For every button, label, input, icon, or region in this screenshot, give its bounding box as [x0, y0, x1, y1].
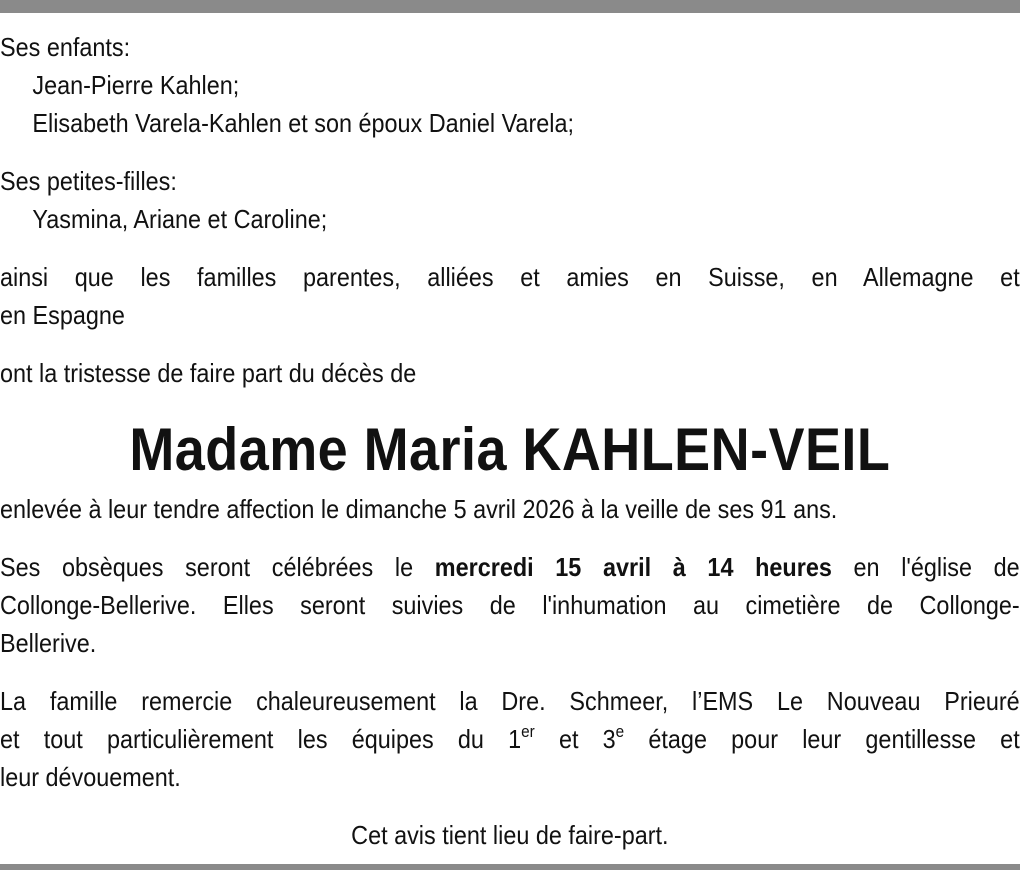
- thanks-line-1: La famille remercie chaleureusement la Dre. Schmeer, l’EMS Le Nouveau Prieuré: [0, 686, 1020, 716]
- funeral-text-post: en l'église de: [853, 552, 1020, 582]
- announcement: ont la tristesse de faire part du décès de: [0, 358, 417, 388]
- child-name: Elisabeth Varela-Kahlen et son époux Daniel Varela;: [32, 108, 574, 138]
- families-line: ainsi que les familles parentes, alliées et amies en Suisse, en Allemagne et: [0, 262, 1020, 292]
- families-line-end: en Espagne: [0, 300, 125, 330]
- thanks-line-3: leur dévouement.: [0, 762, 181, 792]
- child-name: Jean-Pierre Kahlen;: [32, 70, 240, 100]
- death-text: enlevée à leur tendre affection le dimanche 5 avril 2026 à la veille de ses 91 ans.: [0, 494, 838, 524]
- funeral-text-pre: Ses obsèques seront célébrées le: [0, 552, 414, 582]
- funeral-line-2: Collonge-Bellerive. Elles seront suivies de l'inhumation au cimetière de Collonge-: [0, 590, 1020, 620]
- grandchildren-heading: Ses petites-filles:: [0, 166, 177, 196]
- ordinal-1: er: [521, 722, 535, 741]
- funeral-line-3: Bellerive.: [0, 628, 97, 658]
- grandchildren-names: Yasmina, Ariane et Caroline;: [32, 204, 328, 234]
- closing-note: Cet avis tient lieu de faire-part.: [351, 820, 669, 850]
- obituary-notice: [0, 28, 1020, 854]
- thanks-text-a: et tout particulièrement les équipes du 1: [0, 724, 522, 754]
- thanks-line-2: [0, 720, 1020, 758]
- thanks-text-c: étage pour leur gentillesse et: [624, 724, 1020, 754]
- funeral-date-time: mercredi 15 avril à 14 heures: [434, 552, 832, 582]
- funeral-line: [0, 548, 1020, 586]
- thanks-text-b: et 3: [534, 724, 616, 754]
- bottom-rule: [0, 864, 1020, 870]
- ordinal-3: e: [615, 722, 625, 741]
- top-rule: [0, 0, 1020, 13]
- children-heading: Ses enfants:: [0, 32, 131, 62]
- deceased-name: Madame Maria KAHLEN-VEIL: [129, 416, 891, 483]
